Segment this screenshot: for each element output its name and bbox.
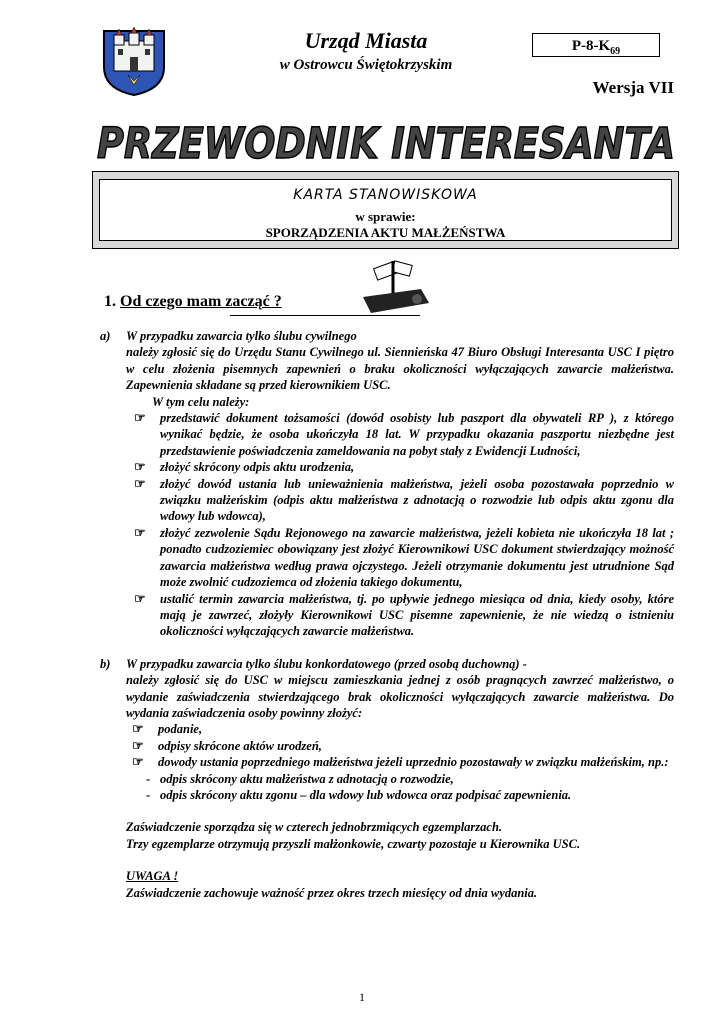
list-item-text: odpisy skrócone aktów urodzeń, <box>158 738 322 753</box>
card-frame <box>92 171 679 249</box>
part-b-heading-row <box>100 656 674 672</box>
banner-title <box>92 110 680 172</box>
list-item <box>100 721 674 737</box>
list-item-text: przedstawić dokument tożsamości (dowód osobisty lub paszport dla obywateli RP ), z którego wynikać będzie, że osoba ukończyła 18 lat. W przypadku okazania paszportu niezbędne jest przedstawienie poświadczenia zameldowania na pobyt stały z Ewidencji Ludności, <box>160 411 674 458</box>
pointing-hand-icon: ☞ <box>134 475 146 491</box>
part-a-intro: należy zgłosić się do Urzędu Stanu Cywilnego ul. Siennieńska 47 Biuro Obsługi Interesanta USC I piętro w celu złożenia pisemnych zapewnień o braku okoliczności wyłączających zawarcie małżeństwa. Zapewnienia składane są przed kierownikiem USC. <box>126 345 674 393</box>
page-number: 1 <box>359 990 365 1004</box>
signpost-icon <box>361 259 431 321</box>
dash-marker: - <box>146 787 151 802</box>
list-item <box>100 459 674 475</box>
pointing-hand-icon: ☞ <box>132 737 144 753</box>
list-item-text: złożyć zezwolenie Sądu Rejonowego na zawarcie małżeństwa, jeżeli kobieta nie ukończyła 18 lat ; ponadto cudzoziemiec obowiązany jest złożyć Kierownikowi USC dokument stwierdzający możność zawarcia małżeństwa według prawa ojczystego. Jeżeli otrzymanie dokumentu jest utrudnione Sąd może zwolnić cudzoziemca od złożenia takiego dokumentu, <box>160 525 674 590</box>
card-title: KARTA STANOWISKOWA <box>293 187 478 203</box>
list-item <box>100 525 674 591</box>
list-item <box>100 591 674 640</box>
part-a-heading-row <box>100 328 674 344</box>
list-item-text: złożyć dowód ustania lub unieważnienia małżeństwa, jeżeli osoba pozostawała poprzednio w związku małżeńskim (odpis aktu małżeństwa z adnotacją o rozwodzie lub odpis aktu zgonu dla wdowy lub wdowca), <box>160 476 674 524</box>
spacer <box>100 852 674 868</box>
pointing-hand-icon: ☞ <box>132 721 144 737</box>
list-item <box>100 738 674 754</box>
list-item <box>100 787 674 803</box>
office-subtitle: w Ostrowcu Świętokrzyskim <box>279 57 453 73</box>
list-item-text: ustalić termin zawarcia małżeństwa, tj. po upływie jednego miesiąca od dnia, kiedy osoby, które mają je zawrzeć, złożyły Kierownikowi USC pisemne zapewnienie, że nie wiedzą o istnieniu okoliczności wyłączających zawarcie małżeństwa. <box>160 591 674 639</box>
warning-label <box>100 868 674 884</box>
pointing-hand-icon: ☞ <box>134 590 146 606</box>
list-item <box>100 476 674 525</box>
part-b-label: b) <box>100 656 111 671</box>
list-item <box>100 410 674 459</box>
card-subject: SPORZĄDZENIA AKTU MAŁŻEŃSTWA <box>265 225 506 240</box>
list-item-text: odpis skrócony aktu zgonu – dla wdowy lub wdowca oraz podpisać zapewnienia. <box>160 787 572 802</box>
pointing-hand-icon: ☞ <box>134 410 146 426</box>
dash-marker: - <box>146 771 151 786</box>
part-b-heading: W przypadku zawarcia tylko ślubu konkordatowego (przed osobą duchowną) - <box>126 656 527 671</box>
list-item <box>100 771 674 787</box>
spacer <box>100 803 674 819</box>
card-inner <box>99 179 672 241</box>
section-heading <box>104 293 282 311</box>
version-label: Wersja VII <box>592 78 674 97</box>
pointing-hand-icon: ☞ <box>132 754 144 770</box>
warning-text: Zaświadczenie zachowuje ważność przez okres trzech miesięcy od dnia wydania. <box>126 885 538 900</box>
office-title: Urząd Miasta <box>304 28 428 53</box>
pointing-hand-icon: ☞ <box>134 524 146 540</box>
document-body <box>100 328 674 901</box>
document-code <box>532 33 660 57</box>
card-subtitle: w sprawie: <box>355 209 416 224</box>
warning-label-text: UWAGA ! <box>126 869 179 884</box>
list-item-text: podanie, <box>158 722 203 737</box>
copies-note: Trzy egzemplarze otrzymują przyszli małżonkowie, czwarty pozostaje u Kierownika USC. <box>126 836 581 851</box>
part-b-intro: należy zgłosić się do USC w miejscu zamieszkania jednej z osób pragnących zawrzeć małżeństwo, o wydanie zaświadczenia stwierdzającego brak okoliczności wyłączających zawarcie małżeństwa. Do wydania zaświadczenia osoby powinny złożyć: <box>126 673 674 720</box>
part-a-label: a) <box>100 329 111 343</box>
section-underline <box>230 315 420 316</box>
list-item-text: dowody ustania poprzedniego małżeństwa jeżeli uprzednio pozostawały w związku małżeńskim, np.: <box>158 755 669 770</box>
pointing-hand-icon: ☞ <box>134 459 146 475</box>
spacer <box>100 640 674 656</box>
list-item <box>100 754 674 770</box>
part-a-lead: W tym celu należy: <box>152 394 250 409</box>
document-code-main: P-8-K <box>571 38 611 54</box>
list-item-text: złożyć skrócony odpis aktu urodzenia, <box>160 460 355 475</box>
list-item-text: odpis skrócony aktu małżeństwa z adnotacją o rozwodzie, <box>160 771 454 786</box>
banner-title-text: PRZEWODNIK INTERESANTA <box>97 119 675 169</box>
section-title: Od czego mam zacząć ? <box>120 293 282 310</box>
part-a-heading: W przypadku zawarcia tylko ślubu cywilnego <box>126 329 357 343</box>
certificate-note: Zaświadczenie sporządza się w czterech jednobrzmiących egzemplarzach. <box>126 820 503 835</box>
document-code-sub: 69 <box>610 46 621 57</box>
section-number: 1. <box>104 293 116 310</box>
city-crest-icon <box>100 27 168 97</box>
